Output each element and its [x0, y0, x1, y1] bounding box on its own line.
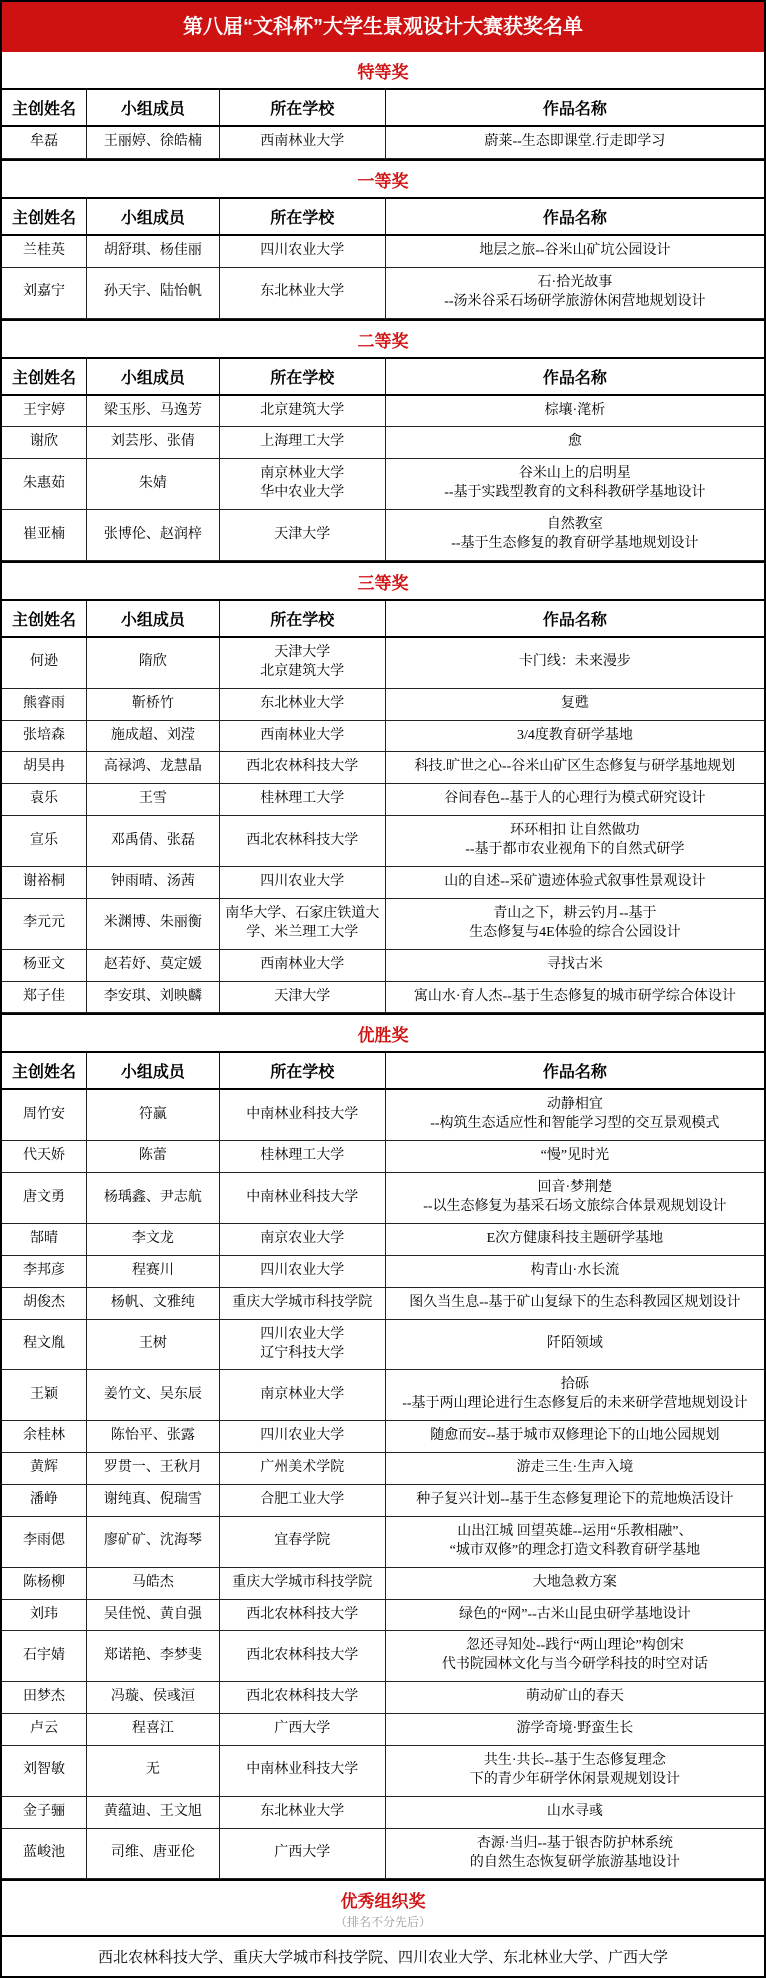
table-row [2, 784, 764, 816]
group-members: 杨帆、文雅纯 [87, 1287, 220, 1319]
creator-name: 程文胤 [2, 1319, 87, 1370]
table-row [2, 1599, 764, 1631]
group-members: 朱婧 [87, 459, 220, 510]
school: 中南林业科技大学 [219, 1745, 385, 1796]
creator-name: 陈杨柳 [2, 1567, 87, 1599]
work-title: 山的自述--采矿遗迹体验式叙事性景观设计 [385, 867, 764, 899]
header-row [2, 600, 764, 637]
work-title: 棕壤·滗析 [385, 395, 764, 427]
group-members: 吴佳悦、黄自强 [87, 1599, 220, 1631]
column-header: 所在学校 [219, 358, 385, 395]
creator-name: 刘智敏 [2, 1745, 87, 1796]
work-title: 游走三生·生声入境 [385, 1453, 764, 1485]
school: 天津大学 [219, 510, 385, 561]
school: 东北林业大学 [219, 688, 385, 720]
work-title: 游学奇境·野蛮生长 [385, 1714, 764, 1746]
column-header: 所在学校 [219, 1052, 385, 1089]
school: 东北林业大学 [219, 267, 385, 318]
work-title: 山出江城 回望英雄--运用“乐教相融”、 “城市双修”的理念打造文科教育研学基地 [385, 1516, 764, 1567]
group-members: 陈蕾 [87, 1141, 220, 1173]
school: 重庆大学城市科技学院 [219, 1567, 385, 1599]
school: 四川农业大学 [219, 235, 385, 267]
column-header: 作品名称 [385, 89, 764, 126]
school: 西南林业大学 [219, 126, 385, 158]
section-title-0: 特等奖 [2, 52, 764, 88]
creator-name: 田梦杰 [2, 1682, 87, 1714]
group-members: 孙天宇、陆怡帆 [87, 267, 220, 318]
school: 合肥工业大学 [219, 1484, 385, 1516]
group-members: 胡舒琪、杨佳丽 [87, 235, 220, 267]
creator-name: 潘峥 [2, 1484, 87, 1516]
work-title: 拾砾 --基于两山理论进行生态修复后的未来研学营地规划设计 [385, 1370, 764, 1421]
work-title: 种子复兴计划--基于生态修复理论下的荒地焕活设计 [385, 1484, 764, 1516]
school: 南华大学、石家庄铁道大学、米兰理工大学 [219, 898, 385, 949]
work-title: 石·拾光故事 --汤米谷采石场研学旅游休闲营地规划设计 [385, 267, 764, 318]
creator-name: 黄辉 [2, 1453, 87, 1485]
school: 四川农业大学 [219, 867, 385, 899]
group-members: 隋欣 [87, 637, 220, 688]
work-title: 科技.旷世之心--谷米山矿区生态修复与研学基地规划 [385, 752, 764, 784]
school: 南京林业大学 [219, 1370, 385, 1421]
column-header: 小组成员 [87, 198, 220, 235]
group-members: 李文龙 [87, 1223, 220, 1255]
work-title: 卡门线：未来漫步 [385, 637, 764, 688]
table-row [2, 637, 764, 688]
school: 广西大学 [219, 1828, 385, 1879]
award-table-2 [2, 357, 764, 561]
creator-name: 郑子佳 [2, 981, 87, 1013]
group-members: 靳桥竹 [87, 688, 220, 720]
school: 天津大学 北京建筑大学 [219, 637, 385, 688]
work-title: “慢”见时光 [385, 1141, 764, 1173]
creator-name: 宣乐 [2, 816, 87, 867]
table-row [2, 1453, 764, 1485]
work-title: 复甦 [385, 688, 764, 720]
school: 西北农林科技大学 [219, 816, 385, 867]
creator-name: 李元元 [2, 898, 87, 949]
group-members: 高禄鸿、龙慧晶 [87, 752, 220, 784]
section-title-1: 一等奖 [2, 159, 764, 197]
column-header: 小组成员 [87, 1052, 220, 1089]
column-header: 所在学校 [219, 198, 385, 235]
work-title: 谷间春色--基于人的心理行为模式研究设计 [385, 784, 764, 816]
work-title: 环环相扣 让自然做功 --基于都市农业视角下的自然式研学 [385, 816, 764, 867]
creator-name: 胡俊杰 [2, 1287, 87, 1319]
school: 四川农业大学 辽宁科技大学 [219, 1319, 385, 1370]
table-row [2, 1745, 764, 1796]
work-title: 青山之下，耕云钓月--基于 生态修复与4E体验的综合公园设计 [385, 898, 764, 949]
school: 重庆大学城市科技学院 [219, 1287, 385, 1319]
table-row [2, 1516, 764, 1567]
creator-name: 金子骊 [2, 1796, 87, 1828]
group-members: 廖矿矿、沈海琴 [87, 1516, 220, 1567]
work-title: 愈 [385, 427, 764, 459]
table-row [2, 1141, 764, 1173]
work-title: 大地急救方案 [385, 1567, 764, 1599]
work-title: 图久当生息--基于矿山复绿下的生态科教园区规划设计 [385, 1287, 764, 1319]
column-header: 小组成员 [87, 600, 220, 637]
table-row [2, 1484, 764, 1516]
group-members: 陈怡平、张露 [87, 1421, 220, 1453]
school: 宜春学院 [219, 1516, 385, 1567]
creator-name: 朱惠茹 [2, 459, 87, 510]
school: 西北农林科技大学 [219, 1631, 385, 1682]
school: 东北林业大学 [219, 1796, 385, 1828]
column-header: 作品名称 [385, 358, 764, 395]
table-row [2, 267, 764, 318]
school: 北京建筑大学 [219, 395, 385, 427]
table-row [2, 1287, 764, 1319]
column-header: 主创姓名 [2, 600, 87, 637]
document-title: 第八届“文科杯”大学生景观设计大赛获奖名单 [183, 16, 583, 38]
creator-name: 牟磊 [2, 126, 87, 158]
group-members: 王丽婷、徐皓楠 [87, 126, 220, 158]
table-row [2, 395, 764, 427]
table-row [2, 1370, 764, 1421]
school: 西南林业大学 [219, 720, 385, 752]
work-title: 萌动矿山的春天 [385, 1682, 764, 1714]
group-members: 赵若妤、莫定媛 [87, 949, 220, 981]
group-members: 张博伦、赵润梓 [87, 510, 220, 561]
creator-name: 卢云 [2, 1714, 87, 1746]
work-title: 寻找古米 [385, 949, 764, 981]
group-members: 罗贯一、王秋月 [87, 1453, 220, 1485]
table-row [2, 816, 764, 867]
school: 四川农业大学 [219, 1255, 385, 1287]
work-title: 蔚莱--生态即课堂.行走即学习 [385, 126, 764, 158]
school: 上海理工大学 [219, 427, 385, 459]
creator-name: 杨亚文 [2, 949, 87, 981]
column-header: 主创姓名 [2, 358, 87, 395]
table-row [2, 1567, 764, 1599]
work-title: 自然教室 --基于生态修复的教育研学基地规划设计 [385, 510, 764, 561]
group-members: 梁玉彤、马逸芳 [87, 395, 220, 427]
table-row [2, 1631, 764, 1682]
group-members: 刘芸彤、张倩 [87, 427, 220, 459]
section-title-2: 二等奖 [2, 319, 764, 357]
header-row [2, 89, 764, 126]
school: 桂林理工大学 [219, 1141, 385, 1173]
work-title: 随愈而安--基于城市双修理论下的山地公园规划 [385, 1421, 764, 1453]
work-title: 回音·梦荆楚 --以生态修复为基采石场文旅综合体景观规划设计 [385, 1173, 764, 1224]
table-row [2, 1255, 764, 1287]
work-title: 谷米山上的启明星 --基于实践型教育的文科科教研学基地设计 [385, 459, 764, 510]
work-title: 构青山·水长流 [385, 1255, 764, 1287]
table-row [2, 427, 764, 459]
creator-name: 胡昊冉 [2, 752, 87, 784]
column-header: 主创姓名 [2, 1052, 87, 1089]
header-row [2, 1052, 764, 1089]
creator-name: 袁乐 [2, 784, 87, 816]
table-row [2, 1421, 764, 1453]
award-table-3 [2, 599, 764, 1014]
table-row [2, 1223, 764, 1255]
creator-name: 周竹安 [2, 1089, 87, 1140]
group-members: 冯璇、侯彧洹 [87, 1682, 220, 1714]
table-row [2, 867, 764, 899]
award-table-0 [2, 88, 764, 159]
school: 西北农林科技大学 [219, 752, 385, 784]
group-members: 郑诺艳、李梦斐 [87, 1631, 220, 1682]
creator-name: 刘嘉宁 [2, 267, 87, 318]
school: 西北农林科技大学 [219, 1682, 385, 1714]
work-title: 杏源·当归--基于银杏防护林系统 的自然生态恢复研学旅游基地设计 [385, 1828, 764, 1879]
group-members: 王雪 [87, 784, 220, 816]
org-award-note: （排名不分先后） [334, 1915, 431, 1930]
school: 南京农业大学 [219, 1223, 385, 1255]
org-award-winners: 西北农林科技大学、重庆大学城市科技学院、四川农业大学、东北林业大学、广西大学 [2, 1935, 764, 1976]
group-members: 邓禹倩、张磊 [87, 816, 220, 867]
table-row [2, 510, 764, 561]
table-row [2, 981, 764, 1013]
group-members: 程赛川 [87, 1255, 220, 1287]
school: 西南林业大学 [219, 949, 385, 981]
creator-name: 郜晴 [2, 1223, 87, 1255]
creator-name: 兰桂英 [2, 235, 87, 267]
group-members: 司维、唐亚伦 [87, 1828, 220, 1879]
school: 广州美术学院 [219, 1453, 385, 1485]
work-title: 山水寻彧 [385, 1796, 764, 1828]
creator-name: 王颖 [2, 1370, 87, 1421]
table-row [2, 898, 764, 949]
column-header: 小组成员 [87, 89, 220, 126]
column-header: 作品名称 [385, 1052, 764, 1089]
group-members: 谢纯真、倪瑞雪 [87, 1484, 220, 1516]
table-row [2, 1173, 764, 1224]
award-table-1 [2, 197, 764, 319]
creator-name: 唐文勇 [2, 1173, 87, 1224]
school: 中南林业科技大学 [219, 1173, 385, 1224]
group-members: 无 [87, 1745, 220, 1796]
group-members: 姜竹文、吴东辰 [87, 1370, 220, 1421]
section-title-4: 优胜奖 [2, 1013, 764, 1051]
work-title: 阡陌领域 [385, 1319, 764, 1370]
header-row [2, 198, 764, 235]
group-members: 符赢 [87, 1089, 220, 1140]
creator-name: 谢欣 [2, 427, 87, 459]
document-title-banner [2, 2, 764, 52]
group-members: 米渊博、朱丽衡 [87, 898, 220, 949]
column-header: 所在学校 [219, 89, 385, 126]
column-header: 小组成员 [87, 358, 220, 395]
column-header: 作品名称 [385, 600, 764, 637]
school: 广西大学 [219, 1714, 385, 1746]
column-header: 主创姓名 [2, 89, 87, 126]
group-members: 马皓杰 [87, 1567, 220, 1599]
school: 南京林业大学 华中农业大学 [219, 459, 385, 510]
creator-name: 代天娇 [2, 1141, 87, 1173]
creator-name: 谢裕桐 [2, 867, 87, 899]
group-members: 王树 [87, 1319, 220, 1370]
creator-name: 崔亚楠 [2, 510, 87, 561]
header-row [2, 358, 764, 395]
school: 西北农林科技大学 [219, 1599, 385, 1631]
table-row [2, 1682, 764, 1714]
table-row [2, 1714, 764, 1746]
creator-name: 刘玮 [2, 1599, 87, 1631]
creator-name: 石宇婧 [2, 1631, 87, 1682]
table-row [2, 1089, 764, 1140]
group-members: 黄蕴迪、王文旭 [87, 1796, 220, 1828]
school: 桂林理工大学 [219, 784, 385, 816]
creator-name: 王宇婷 [2, 395, 87, 427]
group-members: 施成超、刘滢 [87, 720, 220, 752]
work-title: 绿色的“网”--古米山昆虫研学基地设计 [385, 1599, 764, 1631]
column-header: 作品名称 [385, 198, 764, 235]
work-title: 动静相宜 --构筑生态适应性和智能学习型的交互景观模式 [385, 1089, 764, 1140]
table-row [2, 688, 764, 720]
table-row [2, 235, 764, 267]
award-table-4 [2, 1051, 764, 1879]
creator-name: 蓝峻池 [2, 1828, 87, 1879]
work-title: E次方健康科技主题研学基地 [385, 1223, 764, 1255]
table-row [2, 720, 764, 752]
table-row [2, 949, 764, 981]
column-header: 所在学校 [219, 600, 385, 637]
table-row [2, 1319, 764, 1370]
school: 中南林业科技大学 [219, 1089, 385, 1140]
creator-name: 张培森 [2, 720, 87, 752]
creator-name: 何逊 [2, 637, 87, 688]
group-members: 钟雨晴、汤茜 [87, 867, 220, 899]
creator-name: 李邦彦 [2, 1255, 87, 1287]
section-title-3: 三等奖 [2, 561, 764, 599]
table-row [2, 1796, 764, 1828]
award-sections [2, 52, 764, 1879]
work-title: 共生·共长--基于生态修复理念 下的青少年研学休闲景观规划设计 [385, 1745, 764, 1796]
group-members: 程喜江 [87, 1714, 220, 1746]
creator-name: 余桂林 [2, 1421, 87, 1453]
creator-name: 熊睿雨 [2, 688, 87, 720]
creator-name: 李雨偲 [2, 1516, 87, 1567]
work-title: 地层之旅--谷米山矿坑公园设计 [385, 235, 764, 267]
work-title: 忽还寻知处--践行“两山理论”构创宋 代书院园林文化与当今研学科技的时空对话 [385, 1631, 764, 1682]
school: 四川农业大学 [219, 1421, 385, 1453]
org-award-title: 优秀组织奖 [340, 1892, 426, 1912]
work-title: 寓山水·育人杰--基于生态修复的城市研学综合体设计 [385, 981, 764, 1013]
group-members: 杨瑀鑫、尹志航 [87, 1173, 220, 1224]
school: 天津大学 [219, 981, 385, 1013]
work-title: 3/4度教育研学基地 [385, 720, 764, 752]
table-row [2, 1828, 764, 1879]
group-members: 李安琪、刘映麟 [87, 981, 220, 1013]
table-row [2, 752, 764, 784]
section-title-org [2, 1879, 764, 1935]
column-header: 主创姓名 [2, 198, 87, 235]
table-row [2, 126, 764, 158]
table-row [2, 459, 764, 510]
